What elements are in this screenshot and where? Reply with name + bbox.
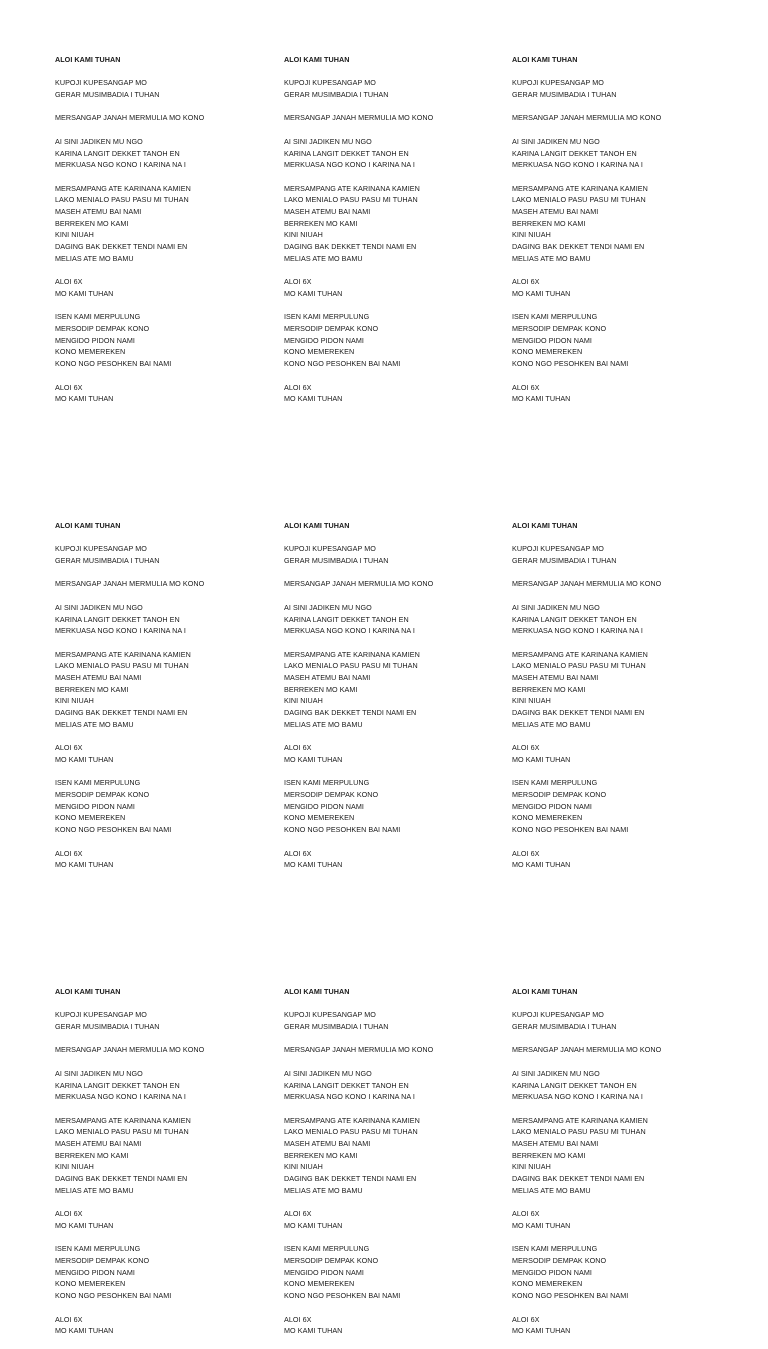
lyric-line: ALOI 6X xyxy=(55,277,83,287)
lyric-line: MASEH ATEMU BAI NAMI xyxy=(512,1139,599,1149)
lyric-line: MENGIDO PIDON NAMI xyxy=(512,335,592,345)
lyric-line: KONO MEMEREKEN xyxy=(512,1279,583,1289)
lyric-block xyxy=(55,520,265,883)
lyric-line: KARINA LANGIT DEKKET TANOH EN xyxy=(512,148,637,158)
lyric-line: MO KAMI TUHAN xyxy=(55,394,114,404)
stanza xyxy=(55,136,265,171)
lyric-line: ALOI 6X xyxy=(512,1209,540,1219)
song-title: ALOI KAMI TUHAN xyxy=(512,55,578,64)
lyric-line: KINI NIUAH xyxy=(284,696,323,706)
lyric-block xyxy=(512,520,722,883)
stanza xyxy=(512,1314,722,1337)
stanza xyxy=(55,602,265,637)
lyric-line: MERKUASA NGO KONO I KARINA NA I xyxy=(512,626,643,636)
lyric-line: DAGING BAK DEKKET TENDI NAMI EN xyxy=(284,1174,417,1184)
lyric-line: LAKO MENIALO PASU PASU MI TUHAN xyxy=(55,661,189,671)
lyric-line: MASEH ATEMU BAI NAMI xyxy=(284,673,371,683)
lyric-line: KINI NIUAH xyxy=(512,1162,551,1172)
lyric-line: DAGING BAK DEKKET TENDI NAMI EN xyxy=(512,1174,645,1184)
lyric-line: ALOI 6X xyxy=(284,743,312,753)
stanza xyxy=(55,1068,265,1103)
lyric-line: MO KAMI TUHAN xyxy=(284,1220,343,1230)
stanza xyxy=(284,1208,494,1231)
lyric-line: MELIAS ATE MO BAMU xyxy=(512,253,591,263)
lyric-line: BERREKEN MO KAMI xyxy=(284,684,358,694)
stanza xyxy=(284,543,494,566)
lyric-line: MERKUASA NGO KONO I KARINA NA I xyxy=(55,626,186,636)
lyric-line: ALOI 6X xyxy=(512,848,540,858)
stanza xyxy=(512,382,722,405)
stanza xyxy=(284,183,494,265)
lyric-line: KONO MEMEREKEN xyxy=(512,347,583,357)
lyric-line: ALOI 6X xyxy=(512,277,540,287)
lyric-line: DAGING BAK DEKKET TENDI NAMI EN xyxy=(55,1174,188,1184)
lyric-line: MASEH ATEMU BAI NAMI xyxy=(55,207,142,217)
lyric-line: MERSANGAP JANAH MERMULIA MO KONO xyxy=(55,113,205,123)
lyric-line: MERSANGAP JANAH MERMULIA MO KONO xyxy=(55,579,205,589)
lyric-line: DAGING BAK DEKKET TENDI NAMI EN xyxy=(512,708,645,718)
lyric-line: KUPOJI KUPESANGAP MO xyxy=(284,544,376,554)
lyric-line: MENGIDO PIDON NAMI xyxy=(512,1267,592,1277)
lyric-block xyxy=(512,986,722,1349)
stanza xyxy=(284,136,494,171)
lyric-line: MO KAMI TUHAN xyxy=(512,1326,571,1336)
stanza xyxy=(55,1314,265,1337)
lyric-line: KONO NGO PESOHKEN BAI NAMI xyxy=(512,1291,629,1301)
song-title: ALOI KAMI TUHAN xyxy=(512,987,578,996)
lyric-line: MASEH ATEMU BAI NAMI xyxy=(55,1139,142,1149)
lyric-line: GERAR MUSIMBADIA I TUHAN xyxy=(512,556,617,566)
song-title: ALOI KAMI TUHAN xyxy=(512,521,578,530)
lyric-line: MERSANGAP JANAH MERMULIA MO KONO xyxy=(284,113,434,123)
stanza xyxy=(512,112,722,124)
lyric-line: KARINA LANGIT DEKKET TANOH EN xyxy=(55,148,180,158)
lyric-line: LAKO MENIALO PASU PASU MI TUHAN xyxy=(55,195,189,205)
lyric-line: ISEN KAMI MERPULUNG xyxy=(55,778,141,788)
lyric-line: MO KAMI TUHAN xyxy=(512,394,571,404)
stanza xyxy=(55,77,265,100)
lyric-line: KARINA LANGIT DEKKET TANOH EN xyxy=(284,1080,409,1090)
lyric-line: BERREKEN MO KAMI xyxy=(55,218,129,228)
lyric-line: MERSAMPANG ATE KARINANA KAMIEN xyxy=(284,1115,420,1125)
lyric-line: MASEH ATEMU BAI NAMI xyxy=(284,1139,371,1149)
lyric-line: MERSANGAP JANAH MERMULIA MO KONO xyxy=(284,1045,434,1055)
stanza xyxy=(512,543,722,566)
stanza xyxy=(284,742,494,765)
lyric-line: GERAR MUSIMBADIA I TUHAN xyxy=(512,1022,617,1032)
lyric-line: GERAR MUSIMBADIA I TUHAN xyxy=(284,556,389,566)
stanza xyxy=(512,742,722,765)
lyric-line: MO KAMI TUHAN xyxy=(512,860,571,870)
stanza xyxy=(284,1068,494,1103)
song-title: ALOI KAMI TUHAN xyxy=(55,987,121,996)
lyric-line: DAGING BAK DEKKET TENDI NAMI EN xyxy=(284,242,417,252)
lyric-line: KUPOJI KUPESANGAP MO xyxy=(512,544,604,554)
lyric-line: KUPOJI KUPESANGAP MO xyxy=(284,78,376,88)
stanza xyxy=(284,382,494,405)
song-title: ALOI KAMI TUHAN xyxy=(284,521,350,530)
lyric-line: MERKUASA NGO KONO I KARINA NA I xyxy=(55,160,186,170)
song-title: ALOI KAMI TUHAN xyxy=(55,521,121,530)
lyric-line: MENGIDO PIDON NAMI xyxy=(284,1267,364,1277)
stanza xyxy=(512,578,722,590)
lyric-line: AI SINI JADIKEN MU NGO xyxy=(512,1068,600,1078)
stanza xyxy=(55,649,265,731)
lyric-line: ISEN KAMI MERPULUNG xyxy=(284,312,370,322)
lyric-line: ALOI 6X xyxy=(55,743,83,753)
lyric-line: MERSAMPANG ATE KARINANA KAMIEN xyxy=(512,1115,648,1125)
stanza xyxy=(55,382,265,405)
stanza xyxy=(55,543,265,566)
lyric-line: MO KAMI TUHAN xyxy=(55,860,114,870)
stanza xyxy=(55,112,265,124)
stanza xyxy=(55,848,265,871)
lyric-line: GERAR MUSIMBADIA I TUHAN xyxy=(512,90,617,100)
stanza xyxy=(284,649,494,731)
stanza xyxy=(55,742,265,765)
lyric-line: MENGIDO PIDON NAMI xyxy=(55,1267,135,1277)
lyric-line: AI SINI JADIKEN MU NGO xyxy=(512,136,600,146)
lyric-line: AI SINI JADIKEN MU NGO xyxy=(284,136,372,146)
stanza xyxy=(284,1044,494,1056)
stanza xyxy=(284,1115,494,1197)
lyric-line: ISEN KAMI MERPULUNG xyxy=(284,778,370,788)
lyric-line: MASEH ATEMU BAI NAMI xyxy=(512,673,599,683)
stanza xyxy=(512,1044,722,1056)
lyric-line: KONO NGO PESOHKEN BAI NAMI xyxy=(55,359,172,369)
lyric-line: KONO MEMEREKEN xyxy=(55,1279,126,1289)
lyric-line: ISEN KAMI MERPULUNG xyxy=(512,1244,598,1254)
lyric-line: MO KAMI TUHAN xyxy=(55,1220,114,1230)
lyric-line: AI SINI JADIKEN MU NGO xyxy=(55,602,143,612)
lyric-line: ALOI 6X xyxy=(55,1314,83,1324)
lyric-line: MERSODIP DEMPAK KONO xyxy=(284,1256,379,1266)
lyric-line: MASEH ATEMU BAI NAMI xyxy=(512,207,599,217)
lyric-line: MO KAMI TUHAN xyxy=(284,1326,343,1336)
lyric-line: MERSANGAP JANAH MERMULIA MO KONO xyxy=(55,1045,205,1055)
lyric-line: KONO NGO PESOHKEN BAI NAMI xyxy=(284,359,401,369)
lyric-line: MENGIDO PIDON NAMI xyxy=(284,335,364,345)
stanza xyxy=(284,1009,494,1032)
song-title: ALOI KAMI TUHAN xyxy=(284,987,350,996)
lyric-line: GERAR MUSIMBADIA I TUHAN xyxy=(284,90,389,100)
lyric-line: MERSODIP DEMPAK KONO xyxy=(512,790,607,800)
stanza xyxy=(512,276,722,299)
lyric-block xyxy=(55,54,265,417)
lyric-line: KONO NGO PESOHKEN BAI NAMI xyxy=(55,825,172,835)
lyric-line: MO KAMI TUHAN xyxy=(512,288,571,298)
lyric-line: DAGING BAK DEKKET TENDI NAMI EN xyxy=(284,708,417,718)
stanza xyxy=(284,77,494,100)
stanza xyxy=(55,1115,265,1197)
lyric-line: BERREKEN MO KAMI xyxy=(284,1150,358,1160)
lyric-line: MENGIDO PIDON NAMI xyxy=(55,801,135,811)
lyric-line: MERSODIP DEMPAK KONO xyxy=(55,790,150,800)
stanza xyxy=(55,1009,265,1032)
lyric-line: LAKO MENIALO PASU PASU MI TUHAN xyxy=(512,195,646,205)
stanza xyxy=(512,136,722,171)
lyric-line: KONO MEMEREKEN xyxy=(284,1279,355,1289)
lyric-line: LAKO MENIALO PASU PASU MI TUHAN xyxy=(512,1127,646,1137)
stanza xyxy=(284,848,494,871)
lyric-line: MERKUASA NGO KONO I KARINA NA I xyxy=(284,626,415,636)
song-title: ALOI KAMI TUHAN xyxy=(284,55,350,64)
lyric-line: KINI NIUAH xyxy=(512,696,551,706)
lyric-line: MELIAS ATE MO BAMU xyxy=(55,719,134,729)
lyric-line: MERSODIP DEMPAK KONO xyxy=(55,1256,150,1266)
lyric-line: KONO NGO PESOHKEN BAI NAMI xyxy=(512,359,629,369)
stanza xyxy=(284,276,494,299)
lyric-line: MERSODIP DEMPAK KONO xyxy=(284,324,379,334)
lyric-line: MERKUASA NGO KONO I KARINA NA I xyxy=(55,1092,186,1102)
lyric-line: KUPOJI KUPESANGAP MO xyxy=(55,1010,147,1020)
lyric-line: MELIAS ATE MO BAMU xyxy=(55,1185,134,1195)
stanza xyxy=(284,602,494,637)
lyric-line: MERSANGAP JANAH MERMULIA MO KONO xyxy=(512,1045,662,1055)
lyric-line: KARINA LANGIT DEKKET TANOH EN xyxy=(512,1080,637,1090)
lyric-line: ALOI 6X xyxy=(284,848,312,858)
lyric-line: AI SINI JADIKEN MU NGO xyxy=(512,602,600,612)
lyric-line: KINI NIUAH xyxy=(55,696,94,706)
lyric-line: ISEN KAMI MERPULUNG xyxy=(512,312,598,322)
stanza xyxy=(512,1115,722,1197)
stanza xyxy=(55,183,265,265)
lyric-block xyxy=(55,986,265,1349)
stanza xyxy=(284,1314,494,1337)
lyric-line: MERSAMPANG ATE KARINANA KAMIEN xyxy=(284,183,420,193)
stanza xyxy=(55,1243,265,1302)
lyric-line: MELIAS ATE MO BAMU xyxy=(284,719,363,729)
lyric-line: ALOI 6X xyxy=(512,743,540,753)
lyric-line: ALOI 6X xyxy=(55,382,83,392)
stanza xyxy=(55,777,265,836)
lyric-line: KONO NGO PESOHKEN BAI NAMI xyxy=(284,1291,401,1301)
stanza xyxy=(284,112,494,124)
lyric-block xyxy=(512,54,722,417)
lyric-line: KINI NIUAH xyxy=(55,1162,94,1172)
lyric-line: MO KAMI TUHAN xyxy=(55,754,114,764)
lyric-line: KARINA LANGIT DEKKET TANOH EN xyxy=(284,148,409,158)
lyric-line: LAKO MENIALO PASU PASU MI TUHAN xyxy=(284,1127,418,1137)
lyric-line: AI SINI JADIKEN MU NGO xyxy=(55,1068,143,1078)
lyric-line: AI SINI JADIKEN MU NGO xyxy=(284,1068,372,1078)
lyric-block xyxy=(284,520,494,883)
lyric-line: ISEN KAMI MERPULUNG xyxy=(284,1244,370,1254)
lyric-line: MERSODIP DEMPAK KONO xyxy=(284,790,379,800)
stanza xyxy=(512,183,722,265)
lyric-line: DAGING BAK DEKKET TENDI NAMI EN xyxy=(512,242,645,252)
lyric-line: KUPOJI KUPESANGAP MO xyxy=(55,78,147,88)
lyric-line: BERREKEN MO KAMI xyxy=(55,1150,129,1160)
lyric-line: ALOI 6X xyxy=(284,277,312,287)
lyric-line: KONO MEMEREKEN xyxy=(284,347,355,357)
lyric-line: MERSAMPANG ATE KARINANA KAMIEN xyxy=(512,649,648,659)
lyric-line: BERREKEN MO KAMI xyxy=(512,218,586,228)
stanza xyxy=(512,1208,722,1231)
lyric-line: ISEN KAMI MERPULUNG xyxy=(55,312,141,322)
lyric-line: ALOI 6X xyxy=(512,1314,540,1324)
lyric-line: KONO NGO PESOHKEN BAI NAMI xyxy=(512,825,629,835)
lyric-line: MERKUASA NGO KONO I KARINA NA I xyxy=(284,1092,415,1102)
lyric-line: KONO MEMEREKEN xyxy=(512,813,583,823)
stanza xyxy=(55,276,265,299)
lyric-line: ALOI 6X xyxy=(284,382,312,392)
stanza xyxy=(512,848,722,871)
stanza xyxy=(512,1009,722,1032)
lyric-line: GERAR MUSIMBADIA I TUHAN xyxy=(284,1022,389,1032)
stanza xyxy=(512,777,722,836)
lyric-block xyxy=(284,54,494,417)
lyric-line: KINI NIUAH xyxy=(512,230,551,240)
lyric-line: MO KAMI TUHAN xyxy=(284,860,343,870)
lyric-line: MO KAMI TUHAN xyxy=(284,754,343,764)
lyric-line: MENGIDO PIDON NAMI xyxy=(512,801,592,811)
lyric-line: KINI NIUAH xyxy=(284,1162,323,1172)
lyric-line: KUPOJI KUPESANGAP MO xyxy=(55,544,147,554)
lyric-line: MO KAMI TUHAN xyxy=(512,1220,571,1230)
lyric-line: KINI NIUAH xyxy=(55,230,94,240)
lyric-line: BERREKEN MO KAMI xyxy=(512,684,586,694)
lyric-line: DAGING BAK DEKKET TENDI NAMI EN xyxy=(55,708,188,718)
lyric-line: MASEH ATEMU BAI NAMI xyxy=(55,673,142,683)
stanza xyxy=(512,77,722,100)
lyric-line: MERSODIP DEMPAK KONO xyxy=(512,324,607,334)
lyric-line: MERSAMPANG ATE KARINANA KAMIEN xyxy=(55,183,191,193)
lyric-line: ALOI 6X xyxy=(284,1209,312,1219)
lyric-line: MASEH ATEMU BAI NAMI xyxy=(284,207,371,217)
stanza xyxy=(512,1243,722,1302)
stanza xyxy=(55,311,265,370)
stanza xyxy=(284,1243,494,1302)
lyric-line: GERAR MUSIMBADIA I TUHAN xyxy=(55,90,160,100)
lyric-line: MENGIDO PIDON NAMI xyxy=(284,801,364,811)
lyric-line: MERSAMPANG ATE KARINANA KAMIEN xyxy=(55,1115,191,1125)
lyric-line: MELIAS ATE MO BAMU xyxy=(55,253,134,263)
lyric-line: MERKUASA NGO KONO I KARINA NA I xyxy=(512,1092,643,1102)
lyric-line: MERSANGAP JANAH MERMULIA MO KONO xyxy=(512,579,662,589)
lyric-line: GERAR MUSIMBADIA I TUHAN xyxy=(55,556,160,566)
lyric-line: KARINA LANGIT DEKKET TANOH EN xyxy=(512,614,637,624)
lyric-line: BERREKEN MO KAMI xyxy=(284,218,358,228)
lyric-line: MERSANGAP JANAH MERMULIA MO KONO xyxy=(284,579,434,589)
lyric-line: BERREKEN MO KAMI xyxy=(55,684,129,694)
stanza xyxy=(512,311,722,370)
stanza xyxy=(512,1068,722,1103)
lyric-line: ALOI 6X xyxy=(55,1209,83,1219)
lyric-line: LAKO MENIALO PASU PASU MI TUHAN xyxy=(284,661,418,671)
lyric-line: GERAR MUSIMBADIA I TUHAN xyxy=(55,1022,160,1032)
lyric-line: KONO MEMEREKEN xyxy=(284,813,355,823)
stanza xyxy=(55,1044,265,1056)
lyric-line: KONO MEMEREKEN xyxy=(55,813,126,823)
lyric-line: MO KAMI TUHAN xyxy=(284,394,343,404)
lyric-line: LAKO MENIALO PASU PASU MI TUHAN xyxy=(284,195,418,205)
lyric-line: MELIAS ATE MO BAMU xyxy=(284,1185,363,1195)
lyric-line: ISEN KAMI MERPULUNG xyxy=(55,1244,141,1254)
lyric-line: KONO MEMEREKEN xyxy=(55,347,126,357)
lyric-line: MERKUASA NGO KONO I KARINA NA I xyxy=(512,160,643,170)
lyric-line: MERSANGAP JANAH MERMULIA MO KONO xyxy=(512,113,662,123)
stanza xyxy=(284,578,494,590)
lyric-line: KARINA LANGIT DEKKET TANOH EN xyxy=(55,614,180,624)
stanza xyxy=(512,649,722,731)
lyric-line: MELIAS ATE MO BAMU xyxy=(512,1185,591,1195)
lyric-line: KONO NGO PESOHKEN BAI NAMI xyxy=(55,1291,172,1301)
stanza xyxy=(55,578,265,590)
lyric-line: MO KAMI TUHAN xyxy=(284,288,343,298)
lyric-line: LAKO MENIALO PASU PASU MI TUHAN xyxy=(512,661,646,671)
lyric-line: MERSAMPANG ATE KARINANA KAMIEN xyxy=(512,183,648,193)
lyric-line: KINI NIUAH xyxy=(284,230,323,240)
lyric-line: KARINA LANGIT DEKKET TANOH EN xyxy=(284,614,409,624)
lyric-line: KUPOJI KUPESANGAP MO xyxy=(284,1010,376,1020)
lyric-line: ALOI 6X xyxy=(55,848,83,858)
lyric-line: MELIAS ATE MO BAMU xyxy=(512,719,591,729)
lyric-line: MERSODIP DEMPAK KONO xyxy=(55,324,150,334)
lyric-line: MELIAS ATE MO BAMU xyxy=(284,253,363,263)
stanza xyxy=(284,311,494,370)
lyric-line: MO KAMI TUHAN xyxy=(55,288,114,298)
lyric-line: KONO NGO PESOHKEN BAI NAMI xyxy=(284,825,401,835)
stanza xyxy=(55,1208,265,1231)
lyric-line: MO KAMI TUHAN xyxy=(512,754,571,764)
lyric-line: ALOI 6X xyxy=(284,1314,312,1324)
lyric-line: BERREKEN MO KAMI xyxy=(512,1150,586,1160)
lyric-line: ISEN KAMI MERPULUNG xyxy=(512,778,598,788)
lyric-line: KUPOJI KUPESANGAP MO xyxy=(512,1010,604,1020)
lyric-line: KARINA LANGIT DEKKET TANOH EN xyxy=(55,1080,180,1090)
stanza xyxy=(284,777,494,836)
lyric-line: DAGING BAK DEKKET TENDI NAMI EN xyxy=(55,242,188,252)
lyric-block xyxy=(284,986,494,1349)
lyric-line: MERSODIP DEMPAK KONO xyxy=(512,1256,607,1266)
lyric-line: MENGIDO PIDON NAMI xyxy=(55,335,135,345)
song-title: ALOI KAMI TUHAN xyxy=(55,55,121,64)
lyric-line: MERSAMPANG ATE KARINANA KAMIEN xyxy=(284,649,420,659)
lyric-line: KUPOJI KUPESANGAP MO xyxy=(512,78,604,88)
lyric-line: ALOI 6X xyxy=(512,382,540,392)
lyric-line: AI SINI JADIKEN MU NGO xyxy=(284,602,372,612)
lyric-line: LAKO MENIALO PASU PASU MI TUHAN xyxy=(55,1127,189,1137)
lyric-line: MERKUASA NGO KONO I KARINA NA I xyxy=(284,160,415,170)
stanza xyxy=(512,602,722,637)
lyric-line: AI SINI JADIKEN MU NGO xyxy=(55,136,143,146)
lyric-line: MO KAMI TUHAN xyxy=(55,1326,114,1336)
lyric-line: MERSAMPANG ATE KARINANA KAMIEN xyxy=(55,649,191,659)
